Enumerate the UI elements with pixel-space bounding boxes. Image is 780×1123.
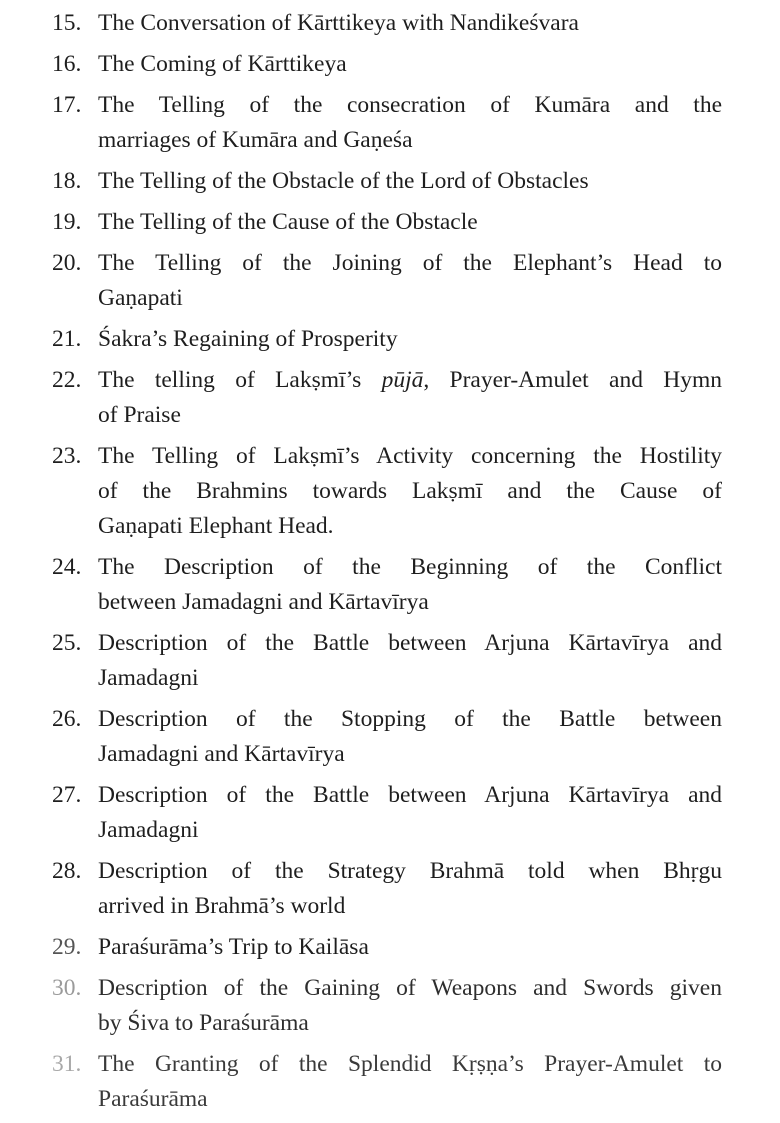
entry-title [98,47,722,82]
entry-title-line: between Jamadagni and Kārtavīrya [98,589,429,615]
entry-number: 22. [52,367,82,393]
entry-number: 16. [52,51,82,77]
entry-title-line: Jamadagni [98,817,199,843]
entry-number: 27. [52,782,82,808]
entry-title-line: The Conversation of Kārttikeya with Nandikeśvara [98,10,579,36]
entry-title-line: The Coming of Kārttikeya [98,51,347,77]
entry-title-line: Śakra’s Regaining of Prosperity [98,326,398,352]
entry-title [98,246,722,316]
entry-title-line: Description of the Battle between Arjuna Kārtavīrya and [98,630,722,656]
text-segment: The telling of Lakṣmī’s [98,367,382,393]
entry-title [98,1047,722,1117]
entry-number: 15. [52,10,82,36]
entry-title-line: of the Brahmins towards Lakṣmī and the Cause of [98,478,722,504]
entry-number: 28. [52,858,82,884]
entry-title [98,626,722,696]
entry-title [98,550,722,620]
entry-title-line: The Telling of the consecration of Kumāra and the [98,92,722,118]
toc-entry [0,363,780,433]
entry-title [98,930,722,965]
entry-title-line: Description of the Battle between Arjuna Kārtavīrya and [98,782,722,808]
entry-title-line: The Telling of the Joining of the Elephant’s Head to [98,250,722,276]
entry-title-line: Description of the Gaining of Weapons and Swords given [98,975,722,1001]
entry-title-line: Paraśurāma [98,1086,208,1112]
italic-term: pūjā [381,367,424,393]
toc-entry [0,47,780,82]
entry-title [98,439,722,544]
entry-title [98,778,722,848]
entry-title-line: marriages of Kumāra and Gaṇeśa [98,127,413,153]
entry-number: 18. [52,168,82,194]
table-of-contents [0,6,780,1123]
entry-title-line: Description of the Strategy Brahmā told when Bhṛgu [98,858,722,884]
toc-entry [0,971,780,1041]
toc-entry [0,205,780,240]
toc-entry [0,930,780,965]
entry-title [98,88,722,158]
entry-title-line: Gaṇapati Elephant Head. [98,513,334,539]
toc-entry [0,626,780,696]
entry-title-line: of Praise [98,402,181,428]
toc-entry [0,6,780,41]
entry-title-line [98,363,722,398]
toc-entry [0,246,780,316]
toc-entry [0,439,780,544]
entry-number: 19. [52,209,82,235]
entry-title [98,971,722,1041]
toc-entry [0,88,780,158]
entry-title [98,322,722,357]
entry-title [98,164,722,199]
entry-title-line: The Telling of the Obstacle of the Lord of Obstacles [98,168,589,194]
toc-entry [0,322,780,357]
entry-number: 20. [52,250,82,276]
entry-title [98,363,722,433]
entry-title [98,205,722,240]
entry-number: 21. [52,326,82,352]
entry-title [98,702,722,772]
entry-title-line: arrived in Brahmā’s world [98,893,346,919]
entry-number: 26. [52,706,82,732]
entry-title-line: Paraśurāma’s Trip to Kailāsa [98,934,369,960]
entry-title-line: The Telling of Lakṣmī’s Activity concerning the Hostility [98,443,722,469]
toc-entry [0,1047,780,1117]
entry-title-line: The Description of the Beginning of the Conflict [98,554,722,580]
text-segment: , Prayer-Amulet and Hymn [423,367,722,393]
entry-title [98,854,722,924]
toc-entry [0,164,780,199]
entry-title-line: Description of the Stopping of the Battle between [98,706,722,732]
entry-number: 31. [52,1051,82,1077]
entry-title-line: Jamadagni [98,665,199,691]
entry-title [98,6,722,41]
entry-title-line: The Telling of the Cause of the Obstacle [98,209,478,235]
entry-number: 17. [52,92,82,118]
entry-title-line: The Granting of the Splendid Kṛṣṇa’s Prayer-Amulet to [98,1051,722,1077]
entry-number: 23. [52,443,82,469]
entry-number: 25. [52,630,82,656]
toc-entry [0,854,780,924]
toc-entry [0,778,780,848]
entry-title-line: Gaṇapati [98,285,183,311]
entry-number: 30. [52,975,82,1001]
entry-title-line: Jamadagni and Kārtavīrya [98,741,345,767]
toc-entry [0,702,780,772]
toc-entry [0,550,780,620]
entry-title-line: by Śiva to Paraśurāma [98,1010,309,1036]
entry-number: 29. [52,934,82,960]
entry-number: 24. [52,554,82,580]
